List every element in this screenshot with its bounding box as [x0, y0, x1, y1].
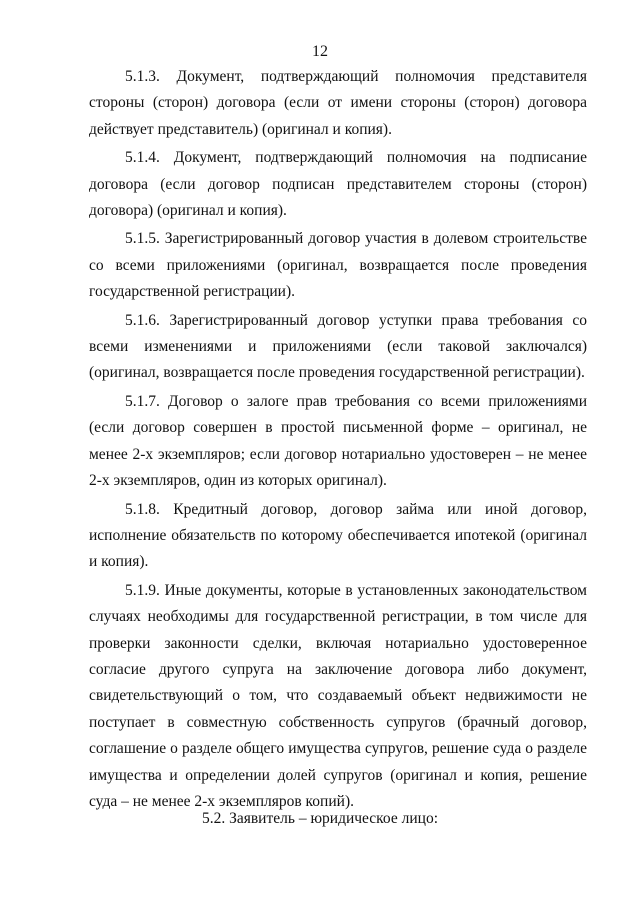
paragraph-5-1-4: 5.1.4. Документ, подтверждающий полномочия на подписание договора (если договор подписан представителем стороны (сторон) договора) (оригинал и копия).: [89, 149, 587, 220]
page-number: 12: [312, 43, 328, 60]
paragraph-5-1-9: 5.1.9. Иные документы, которые в установленных законодательством случаях необходимы для государственной регистрации, в том числе для проверки законности сделки, включая нотариально удостоверенное согласие другого супруга на заключение договора либо документ, свидетельствующий о том, что создаваемый объект недвижимости не поступает в совместную собственность супругов (брачный договор, соглашение о разделе общего имущества супругов, решение суда о разделе имущества и определении долей супругов (оригинал и копия, решение суда – не менее 2-х экземпляров копий).: [89, 581, 587, 810]
paragraph-5-1-6: 5.1.6. Зарегистрированный договор уступки права требования со всеми изменениями и приложениями (если таковой заключался) (оригинал, возвращается после проведения государственной регистрации).: [89, 311, 587, 382]
document-body: [89, 64, 587, 817]
section-heading-5-2: 5.2. Заявитель – юридическое лицо:: [201, 810, 439, 827]
paragraph-5-1-8: 5.1.8. Кредитный договор, договор займа или иной договор, исполнение обязательств по которому обеспечивается ипотекой (оригинал и копия).: [89, 500, 587, 571]
paragraph-5-1-5: 5.1.5. Зарегистрированный договор участия в долевом строительстве со всеми приложениями (оригинал, возвращается после проведения государственной регистрации).: [89, 230, 587, 301]
paragraph-5-1-7: 5.1.7. Договор о залоге прав требования со всеми приложениями (если договор совершен в простой письменной форме – оригинал, не менее 2-х экземпляров; если договор нотариально удостоверен – не менее 2-х экземпляров, один из которых оригинал).: [89, 392, 587, 490]
paragraph-5-1-3: 5.1.3. Документ, подтверждающий полномочия представителя стороны (сторон) договора (если от имени стороны (сторон) договора действует представитель) (оригинал и копия).: [89, 68, 587, 138]
